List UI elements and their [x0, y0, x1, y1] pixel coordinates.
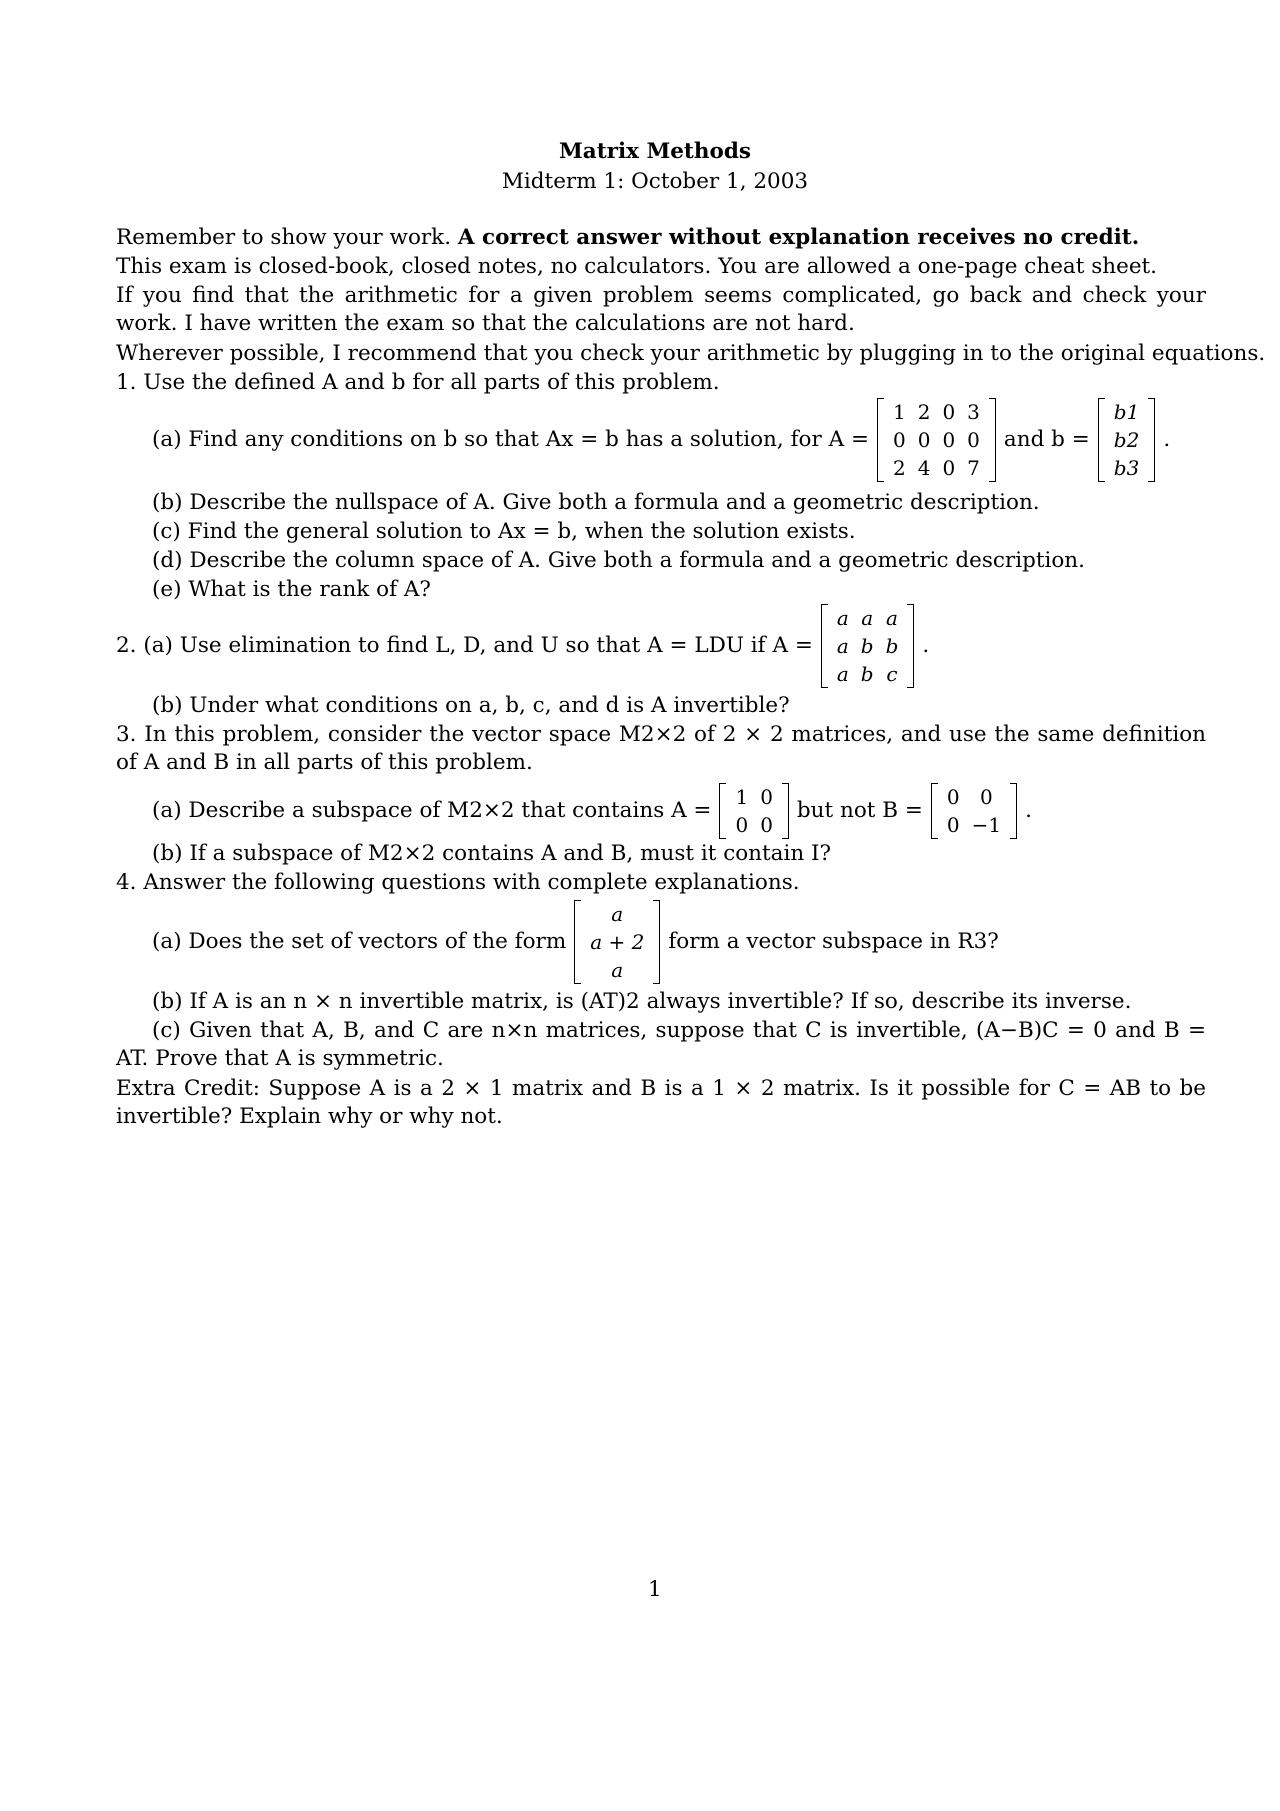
matrix-A-2-cell: b	[885, 634, 899, 658]
problem-1a: (a) Find any conditions on b so that Ax = b has a solution, for A = 1 2 0 3 0 0 0 0 2 4 0 7 and b = b1 b2 b3 .	[152, 400, 1171, 480]
intro-bold: A correct answer without explanation receives no credit.	[457, 225, 1140, 250]
matrix-A-1-cell: 0	[892, 428, 906, 452]
matrix-A-2-cell: a	[886, 606, 898, 630]
vector-b-cell: b3	[1113, 456, 1140, 480]
intro-line-1	[116, 224, 1139, 252]
problem-3-stem: 3. In this problem, consider the vector space M2×2 of 2 × 2 matrices, and use the same definition of A and B in all parts of this problem.	[116, 722, 1206, 775]
vector-4a-cell: a	[611, 902, 624, 926]
extra-credit: Extra Credit: Suppose A is a 2 × 1 matrix and B is a 1 × 2 matrix. Is it possible for C = AB to be invertible? Explain why or why not.	[116, 1076, 1206, 1129]
matrix-A-1-cell: 2	[892, 456, 906, 480]
matrix-A-1-cell: 4	[917, 456, 931, 480]
problem-4b: (b) If A is an n × n invertible matrix, is (AT)2 always invertible? If so, describe its inverse.	[152, 989, 1132, 1014]
problem-3b: (b) If a subspace of M2×2 contains A and B, must it contain I?	[152, 841, 832, 866]
problem-4-stem: 4. Answer the following questions with complete explanations.	[116, 870, 800, 895]
matrix-A-2-cell: a	[836, 662, 849, 686]
matrix-A-2-cell: c	[886, 662, 898, 686]
vector-4a-cell: a + 2	[590, 930, 645, 954]
intro-line-2: This exam is closed-book, closed notes, no calculators. You are allowed a one-page cheat sheet.	[116, 254, 1158, 279]
problem-2a-text: 2. (a) Use elimination to find L, D, and U so that A = LDU if A =	[116, 633, 813, 658]
intro-line-3: If you find that the arithmetic for a given problem seems complicated, go back and check your work. I have written the exam so that the calculations are not hard.	[116, 283, 1206, 336]
matrix-A-2-cell: b	[860, 634, 874, 658]
matrix-A-3-cell: 0	[760, 813, 773, 837]
matrix-A-3-cell: 0	[735, 813, 749, 837]
problem-1a-text: (a) Find any conditions on b so that Ax = b has a solution, for A =	[152, 427, 869, 452]
matrix-A-3-cell: 1	[735, 785, 749, 809]
problem-2b: (b) Under what conditions on a, b, c, and d is A invertible?	[152, 693, 790, 718]
matrix-A-2	[821, 604, 915, 688]
matrix-B-3-cell: 0	[946, 813, 960, 837]
problem-1a-and: and b =	[1003, 427, 1090, 452]
problem-3a: (a) Describe a subspace of M2×2 that contains A = 1 0 0 0 but not B = 0 0 0 −1 .	[152, 785, 1032, 837]
matrix-A-1	[877, 398, 996, 482]
matrix-A-1-cell: 2	[917, 400, 931, 424]
intro-line-4: Wherever possible, I recommend that you check your arithmetic by plugging in to the original equations.	[116, 341, 1266, 366]
exam-subtitle: Midterm 1: October 1, 2003	[501, 169, 809, 194]
matrix-A-2-cell: a	[836, 606, 849, 630]
problem-4c: (c) Given that A, B, and C are n×n matrices, suppose that C is invertible, (A−B)C = 0 and B = AT. Prove that A is symmetric.	[116, 1018, 1206, 1071]
vector-b-cell: b2	[1113, 428, 1140, 452]
matrix-A-1-cell: 0	[942, 456, 956, 480]
matrix-A-2-cell: a	[861, 606, 874, 630]
problem-1b: (b) Describe the nullspace of A. Give both a formula and a geometric description.	[152, 490, 1040, 515]
page-number: 1	[648, 1577, 662, 1602]
intro-plain: Remember to show your work.	[116, 225, 458, 250]
problem-4a-text: (a) Does the set of vectors of the form	[152, 929, 567, 954]
matrix-A-2-cell: b	[860, 662, 874, 686]
problem-1e: (e) What is the rank of A?	[152, 577, 431, 602]
vector-b	[1098, 398, 1156, 482]
matrix-B-3	[931, 783, 1017, 839]
matrix-B-3-cell: 0	[946, 785, 960, 809]
problem-4a	[152, 900, 999, 984]
matrix-A-1-cell: 3	[967, 400, 980, 424]
problem-3a-text: (a) Describe a subspace of M2×2 that contains A =	[152, 798, 712, 823]
matrix-A-2-cell: a	[836, 634, 849, 658]
matrix-B-3-cell: −1	[971, 813, 1002, 837]
matrix-A-1-cell: 0	[967, 428, 980, 452]
vector-b-cell: b1	[1113, 400, 1140, 424]
matrix-B-3-cell: 0	[980, 785, 993, 809]
problem-3a-mid: but not B =	[796, 798, 923, 823]
matrix-A-1-cell: 0	[942, 428, 956, 452]
matrix-A-3	[719, 783, 788, 839]
vector-4a-cell: a	[611, 958, 624, 982]
problem-1c: (c) Find the general solution to Ax = b, when the solution exists.	[152, 519, 856, 544]
matrix-A-1-cell: 0	[942, 400, 956, 424]
problem-1d: (d) Describe the column space of A. Give both a formula and a geometric description.	[152, 548, 1085, 573]
exam-title: Matrix Methods	[559, 139, 751, 164]
problem-2a: 2. (a) Use elimination to find L, D, and U so that A = LDU if A = a a a a b b a b c .	[116, 606, 930, 686]
vector-4a	[574, 900, 660, 984]
matrix-A-1-cell: 0	[917, 428, 931, 452]
matrix-A-3-cell: 0	[760, 785, 773, 809]
problem-1-stem: 1. Use the defined A and b for all parts of this problem.	[116, 370, 720, 395]
problem-4a-after: form a vector subspace in R3?	[668, 929, 999, 954]
matrix-A-1-cell: 1	[892, 400, 906, 424]
matrix-A-1-cell: 7	[967, 456, 980, 480]
